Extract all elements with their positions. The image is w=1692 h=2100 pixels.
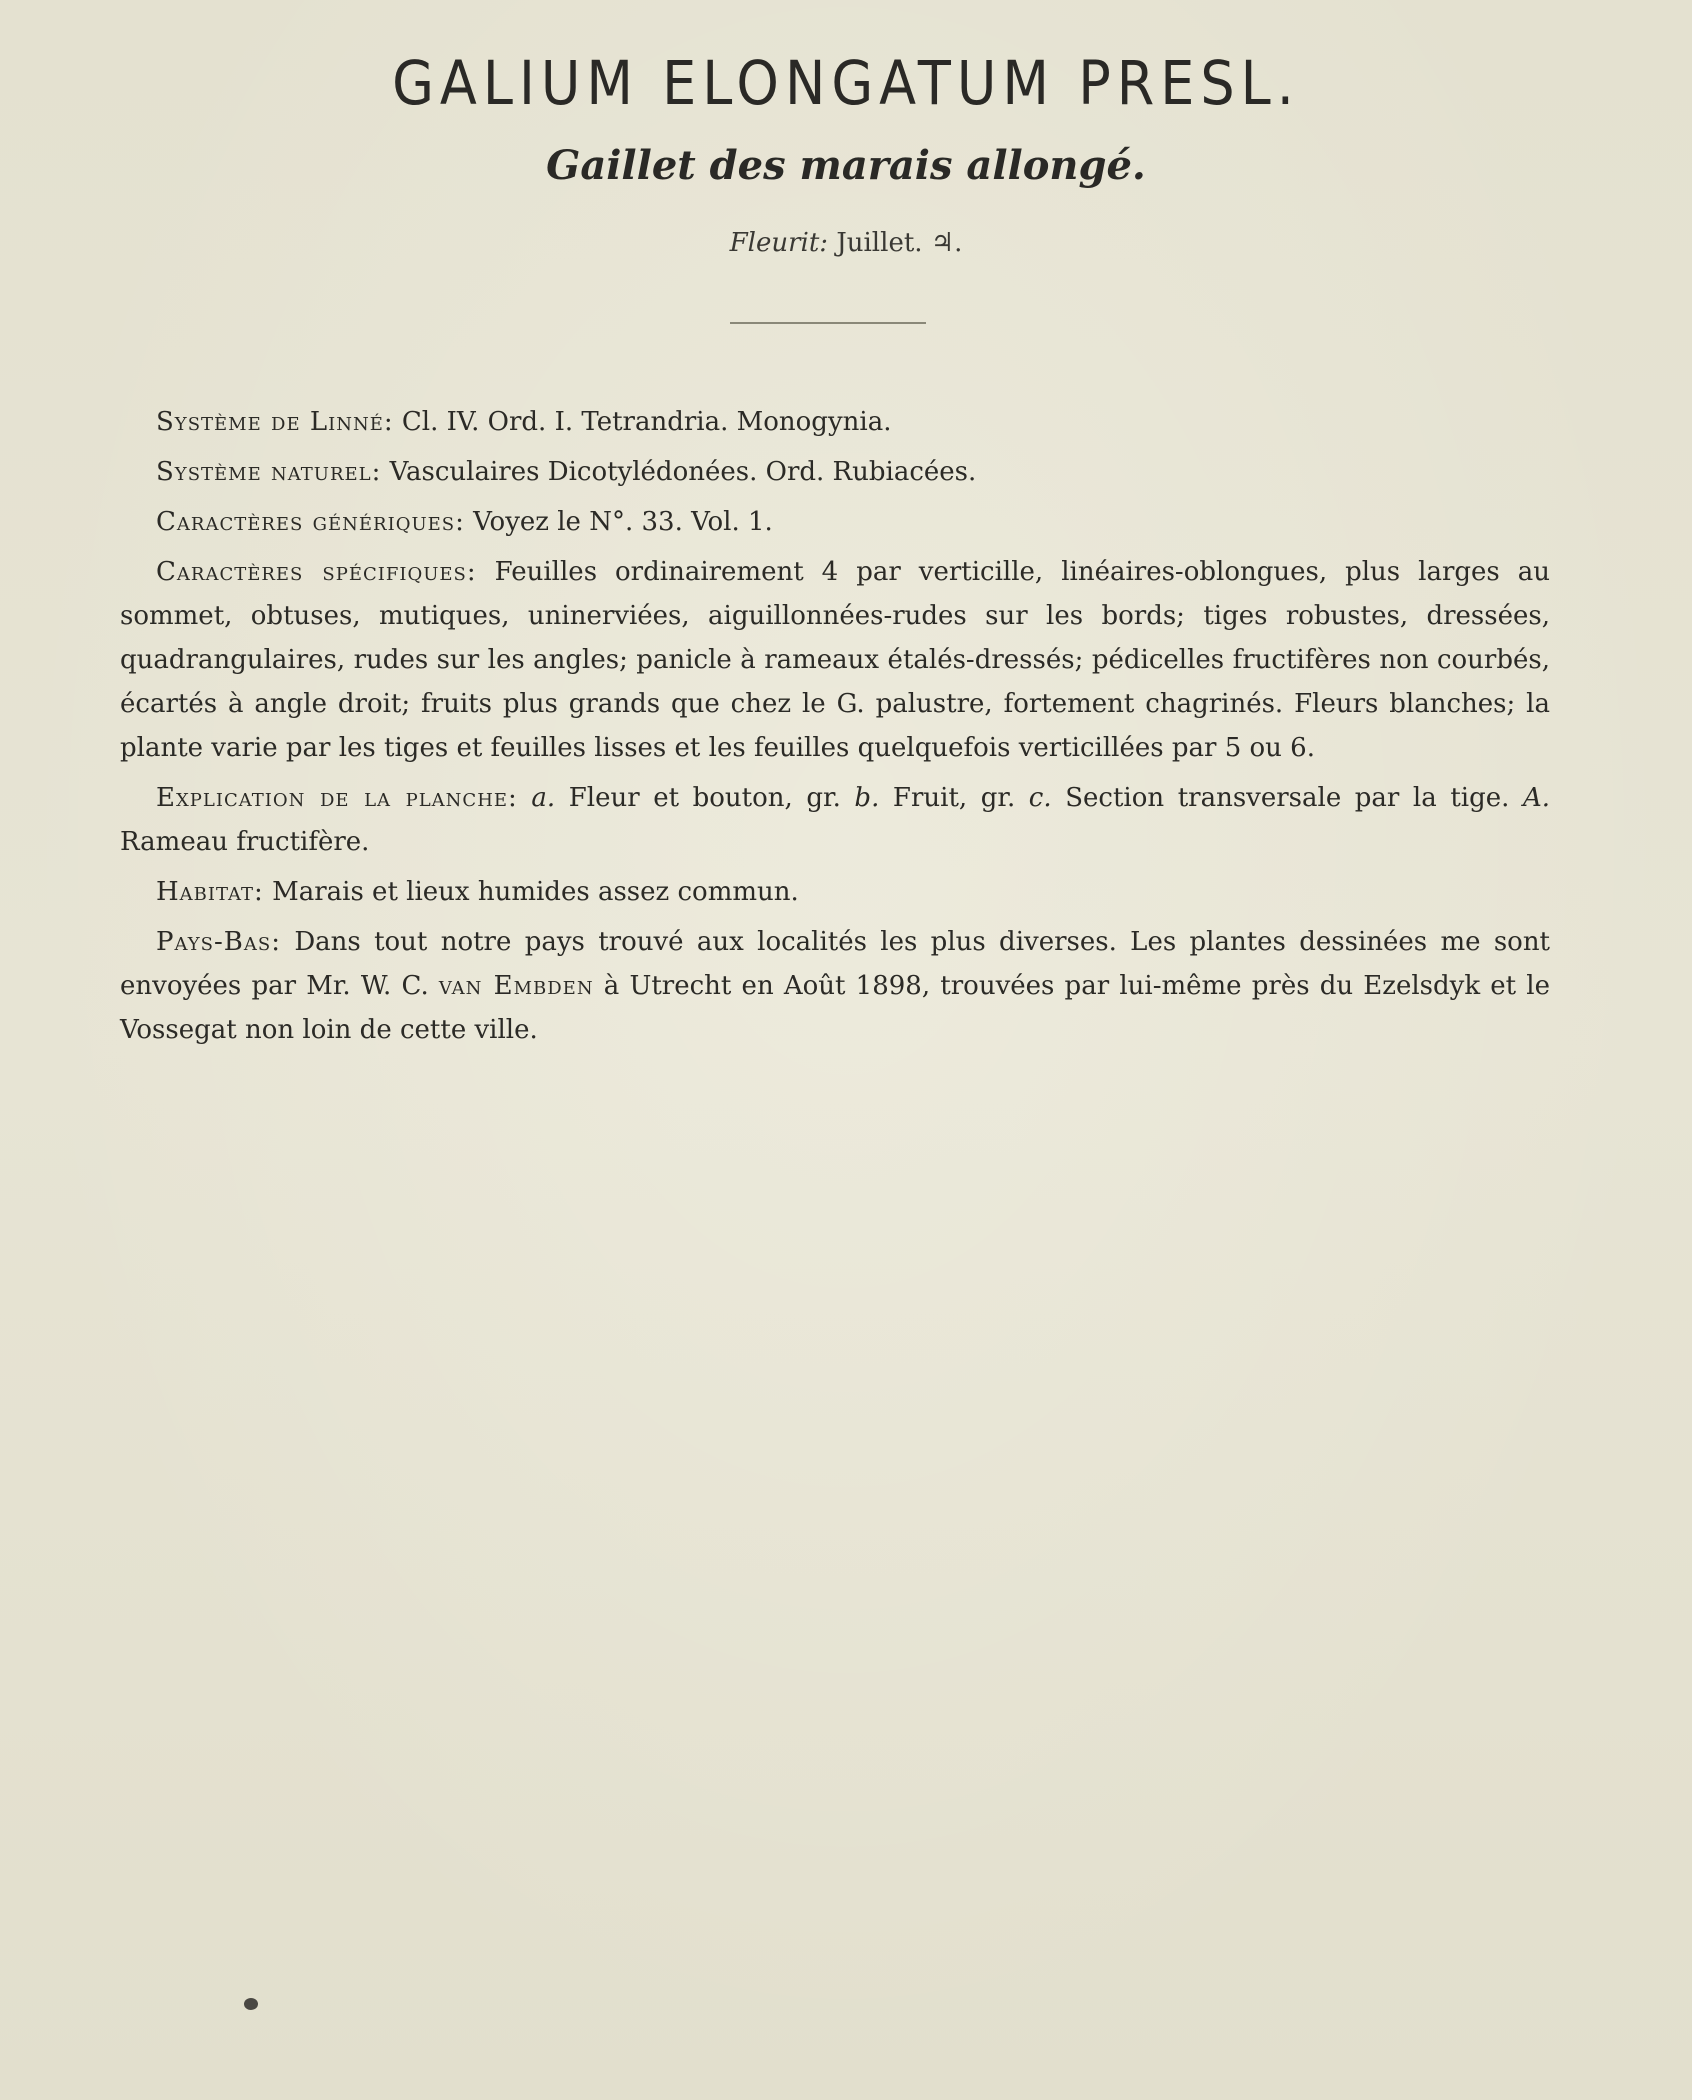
section-label: Explication de la planche: [156, 783, 518, 813]
section-text: Marais et lieux humides assez commun. [272, 877, 799, 907]
divider-rule [730, 322, 926, 324]
figure-text-A: Rameau fructifère. [120, 827, 370, 857]
figure-key-a: a. [531, 783, 556, 813]
section-label: Caractères spécifiques: [156, 557, 477, 587]
figure-text-c: Section transversale par la tige. [1065, 783, 1510, 813]
section-text: Feuilles ordinairement 4 par verticille, linéaires-oblongues, plus larges au sommet, obtuses, mutiques, uninerviées, aiguillonnées-rudes sur les bords; tiges robustes, dressées, quadrangulaires, rudes sur les angles; panicle à rameaux étalés-dressés; pédicelles fructifères non courbés, écartés à angle droit; fruits plus grands que chez le G. palustre, fortement chagrinés. Fleurs blanches; la plante varie par les tiges et feuilles lisses et les feuilles quelquefois verticillées par 5 ou 6. [120, 557, 1550, 763]
figure-key-A: A. [1522, 783, 1551, 813]
section-text: à Utrecht en Août 1898, trouvées par lui-même près du Ezelsdyk et le Vossegat non loin de cette ville. [120, 971, 1551, 1045]
figure-text-a: Fleur et bouton, gr. [568, 783, 841, 813]
section-label: Système de Linné: [156, 407, 394, 437]
figure-text-b: Fruit, gr. [892, 783, 1016, 813]
section-label: Caractères génériques: [156, 507, 465, 537]
section-specifiques [120, 550, 1550, 770]
section-text: Vasculaires Dicotylédonées. Ord. Rubiacées. [389, 457, 977, 487]
figure-key-b: b. [854, 783, 880, 813]
figure-key-c: c. [1028, 783, 1052, 813]
section-generiques [120, 500, 1550, 544]
flowering-line [0, 228, 1692, 258]
section-explication [120, 776, 1550, 864]
description-body [120, 400, 1550, 1058]
section-habitat [120, 870, 1550, 914]
flowering-label: Fleurit: [729, 228, 829, 258]
section-text: Cl. IV. Ord. I. Tetrandria. Monogynia. [401, 407, 892, 437]
section-text: Voyez le N°. 33. Vol. 1. [473, 507, 773, 537]
flowering-value: Juillet. ♃. [836, 228, 963, 258]
section-label: Pays-Bas: [156, 927, 281, 957]
section-pays-bas [120, 920, 1550, 1052]
ink-speck [244, 1998, 258, 2010]
section-naturel [120, 450, 1550, 494]
page-subtitle: Gaillet des marais allongé. [546, 142, 1146, 189]
section-label: Habitat: [156, 877, 264, 907]
section-label: Système naturel: [156, 457, 382, 487]
person-name: van Embden [438, 971, 594, 1001]
page-title: GALIUM ELONGATUM PRESL. [392, 48, 1300, 119]
section-linne [120, 400, 1550, 444]
section-text: Dans tout notre pays trouvé aux localités les plus diverses. Les plantes dessinées me sont envoyées par Mr. W. C. [120, 927, 1551, 1001]
